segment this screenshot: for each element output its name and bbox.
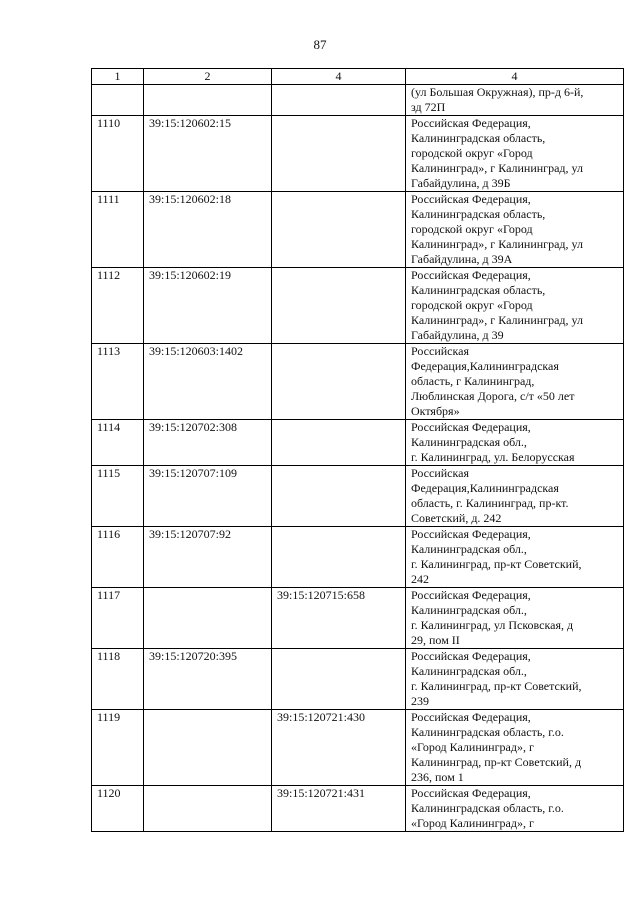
cadastral-number-alt-cell: [272, 85, 406, 116]
cadastral-number-cell: [144, 588, 272, 649]
column-header: 4: [406, 69, 624, 85]
table-row: [92, 192, 624, 268]
table-row: [92, 588, 624, 649]
row-number-cell: 1116: [92, 527, 144, 588]
cadastral-number-alt-cell: [272, 420, 406, 466]
cadastral-number-alt-cell: 39:15:120721:430: [272, 710, 406, 786]
table-row: [92, 116, 624, 192]
address-cell: Российская Федерация, Калининградская область, городской округ «Город Калининград», г Калининград, ул Габайдулина, д 39: [406, 268, 624, 344]
cadastral-number-alt-cell: [272, 192, 406, 268]
cadastral-number-cell: 39:15:120707:92: [144, 527, 272, 588]
table-row: [92, 268, 624, 344]
address-cell: Российская Федерация,Калининградская область, г Калининград, Люблинская Дорога, с/т «50 лет Октября»: [406, 344, 624, 420]
table-row: [92, 85, 624, 116]
cadastral-number-cell: [144, 85, 272, 116]
cadastral-number-cell: 39:15:120603:1402: [144, 344, 272, 420]
table-row: [92, 420, 624, 466]
table-row: [92, 466, 624, 527]
column-header: 1: [92, 69, 144, 85]
row-number-cell: 1118: [92, 649, 144, 710]
address-cell: (ул Большая Окружная), пр-д 6-й, зд 72П: [406, 85, 624, 116]
table-row: [92, 786, 624, 832]
cadastral-number-alt-cell: 39:15:120721:431: [272, 786, 406, 832]
address-cell: Российская Федерация, Калининградская область, г.о. «Город Калининград», г Калининград, пр-кт Советский, д 236, пом 1: [406, 710, 624, 786]
registry-table: [91, 68, 624, 832]
cadastral-number-alt-cell: [272, 466, 406, 527]
cadastral-number-cell: 39:15:120707:109: [144, 466, 272, 527]
cadastral-number-cell: 39:15:120602:15: [144, 116, 272, 192]
cadastral-number-cell: [144, 786, 272, 832]
table-row: [92, 649, 624, 710]
address-cell: Российская Федерация, Калининградская область, г.о. «Город Калининград», г: [406, 786, 624, 832]
row-number-cell: 1119: [92, 710, 144, 786]
row-number-cell: 1110: [92, 116, 144, 192]
cadastral-number-cell: 39:15:120602:18: [144, 192, 272, 268]
address-cell: Российская Федерация,Калининградская область, г. Калининград, пр-кт. Советский, д. 242: [406, 466, 624, 527]
address-cell: Российская Федерация, Калининградская область, городской округ «Город Калининград», г Калининград, ул Габайдулина, д 39Б: [406, 116, 624, 192]
cadastral-number-cell: 39:15:120602:19: [144, 268, 272, 344]
address-cell: Российская Федерация, Калининградская обл., г. Калининград, ул. Белорусская: [406, 420, 624, 466]
cadastral-number-alt-cell: [272, 527, 406, 588]
row-number-cell: 1111: [92, 192, 144, 268]
row-number-cell: 1115: [92, 466, 144, 527]
row-number-cell: [92, 85, 144, 116]
column-header: 4: [272, 69, 406, 85]
cadastral-number-cell: 39:15:120702:308: [144, 420, 272, 466]
cadastral-number-alt-cell: 39:15:120715:658: [272, 588, 406, 649]
address-cell: Российская Федерация, Калининградская обл., г. Калининград, пр-кт Советский, 242: [406, 527, 624, 588]
cadastral-number-alt-cell: [272, 344, 406, 420]
row-number-cell: 1120: [92, 786, 144, 832]
table-row: [92, 527, 624, 588]
table-header-row: [92, 69, 624, 85]
cadastral-number-cell: 39:15:120720:395: [144, 649, 272, 710]
table-row: [92, 710, 624, 786]
page-number: 87: [313, 37, 327, 52]
row-number-cell: 1112: [92, 268, 144, 344]
cadastral-number-alt-cell: [272, 268, 406, 344]
cadastral-number-alt-cell: [272, 649, 406, 710]
address-cell: Российская Федерация, Калининградская обл., г. Калининград, пр-кт Советский, 239: [406, 649, 624, 710]
row-number-cell: 1114: [92, 420, 144, 466]
address-cell: Российская Федерация, Калининградская область, городской округ «Город Калининград», г Калининград, ул Габайдулина, д 39А: [406, 192, 624, 268]
address-cell: Российская Федерация, Калининградская обл., г. Калининград, ул Псковская, д 29, пом II: [406, 588, 624, 649]
row-number-cell: 1113: [92, 344, 144, 420]
column-header: 2: [144, 69, 272, 85]
table-row: [92, 344, 624, 420]
cadastral-number-alt-cell: [272, 116, 406, 192]
row-number-cell: 1117: [92, 588, 144, 649]
cadastral-number-cell: [144, 710, 272, 786]
